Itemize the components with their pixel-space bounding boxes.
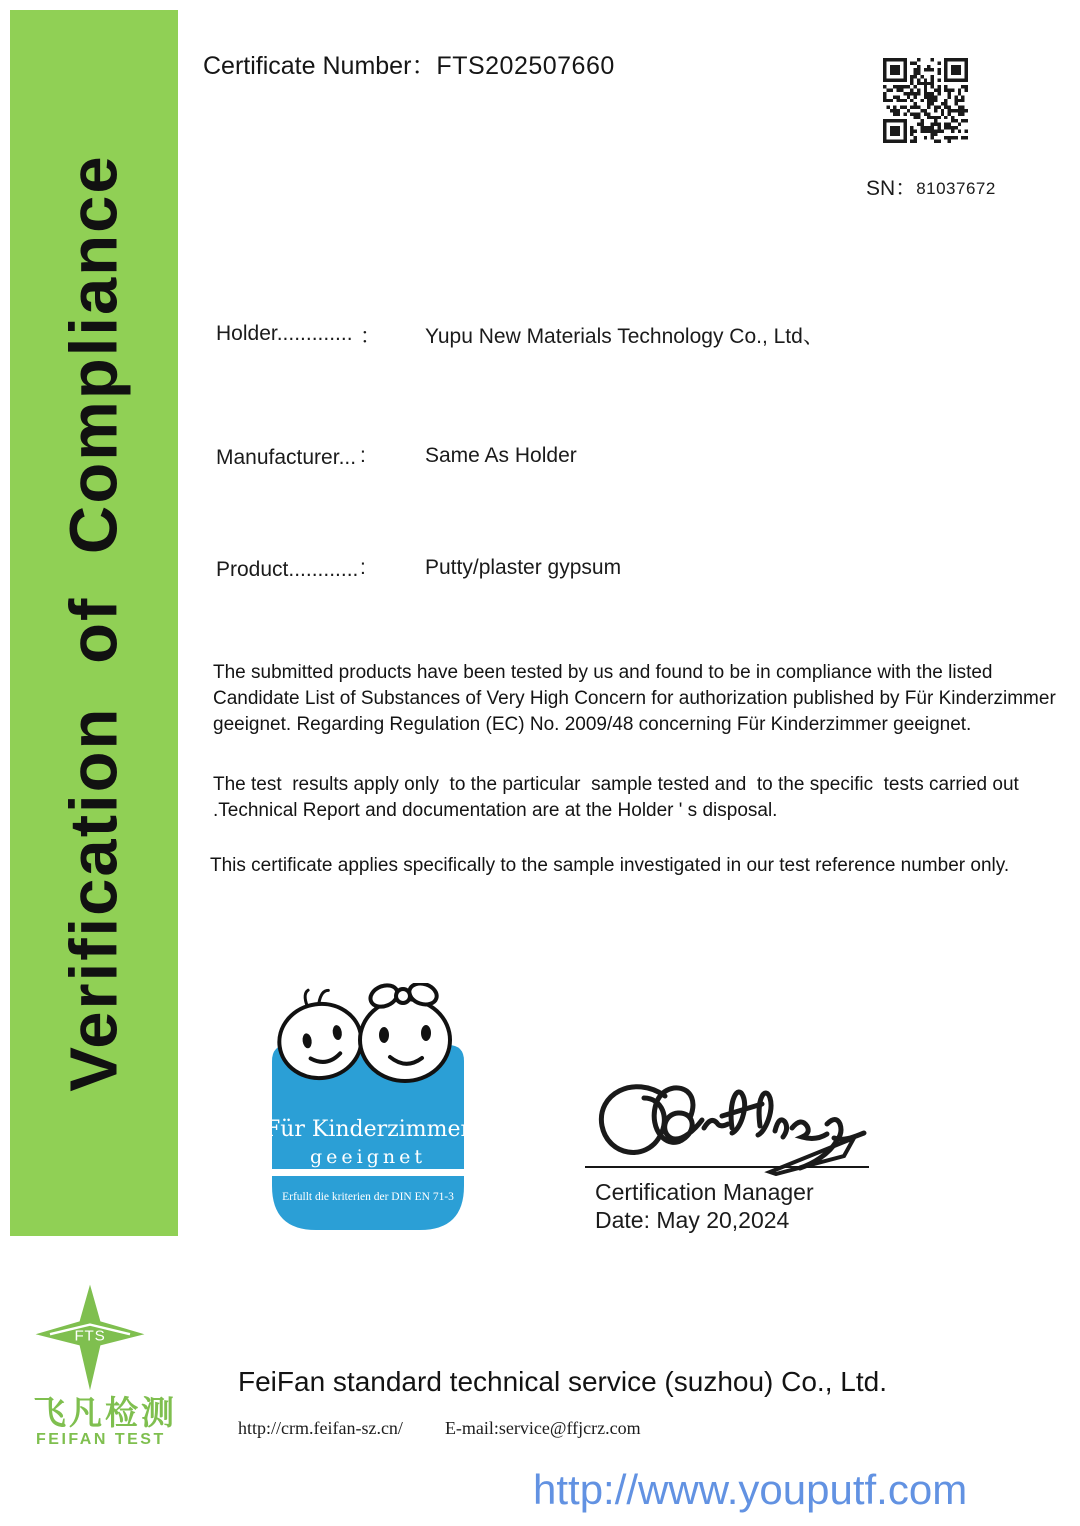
field-row-holder xyxy=(216,322,976,352)
contact-line xyxy=(238,1418,641,1439)
manufacturer-value: Same As Holder xyxy=(425,444,577,467)
test-scope-statement: The test results apply only to the particular sample tested and to the specific tests carried out .Technical Report and documentation are at the Holder ' s disposal. xyxy=(213,774,1025,821)
signature-date: Date: May 20,2024 xyxy=(595,1207,790,1233)
badge-line1-svg: Für Kinderzimmer xyxy=(264,1117,472,1142)
company-name: FeiFan standard technical service (suzhou) Co., Ltd. xyxy=(238,1366,887,1397)
feifan-chinese-name: 飞凡检测 xyxy=(33,1394,177,1431)
certificate-number-line xyxy=(203,46,615,82)
watermark-url: http://www.youputf.com xyxy=(533,1466,968,1513)
certificate-number-colon: ： xyxy=(411,52,437,80)
manufacturer-colon: : xyxy=(360,444,366,467)
holder-label: Holder............. xyxy=(216,322,353,345)
signature-line xyxy=(585,1166,869,1168)
sn-value: 81037672 xyxy=(916,179,996,198)
compliance-banner xyxy=(10,10,178,1236)
product-colon: : xyxy=(360,556,366,579)
feifan-english-name: FEIFAN TEST xyxy=(36,1431,166,1448)
company-url: http://crm.feifan-sz.cn/ xyxy=(238,1418,403,1438)
product-value: Putty/plaster gypsum xyxy=(425,556,622,579)
certificate-number-value: FTS202507660 xyxy=(436,52,615,80)
certificate-number-label: Certificate Number xyxy=(203,52,412,80)
kinderzimmer-badge-graphic xyxy=(262,983,474,1233)
serial-number-line xyxy=(866,172,996,202)
compliance-statement: The submitted products have been tested by us and found to be in compliance with the listed Candidate List of Substances of Very High Concern for authorization published by Für Kinderzimmer geeignet. Regarding Regulation (EC) No. 2009/48 concerning Für Kinderzimmer geeignet. xyxy=(213,662,1062,735)
holder-colon: ： xyxy=(360,325,381,348)
manufacturer-label: Manufacturer... xyxy=(216,446,357,469)
sn-label: SN xyxy=(866,177,896,200)
fts-logo xyxy=(34,1283,146,1395)
field-row-product xyxy=(216,558,976,588)
sample-statement: This certificate applies specifically to the sample investigated in our test reference number only. xyxy=(210,855,1010,876)
badge-line2-svg: geeignet xyxy=(309,1146,427,1168)
field-row-manufacturer xyxy=(216,446,976,476)
banner-title: Verification of Compliance xyxy=(56,154,132,1092)
signature-title: Certification Manager xyxy=(595,1179,814,1205)
kinderzimmer-badge xyxy=(262,983,474,1233)
badge-line3-svg: Erfullt die kriterien der DIN EN 71-3 xyxy=(282,1191,454,1203)
product-label: Product............ xyxy=(216,558,359,581)
holder-value: Yupu New Materials Technology Co., Ltd、 xyxy=(425,325,824,348)
signature-scribble xyxy=(572,1076,872,1176)
sn-colon: ： xyxy=(895,177,917,200)
qr-code xyxy=(883,58,968,143)
fts-logo-text: FTS xyxy=(74,1327,106,1345)
company-email: E-mail:service@ffjcrz.com xyxy=(444,1418,641,1438)
